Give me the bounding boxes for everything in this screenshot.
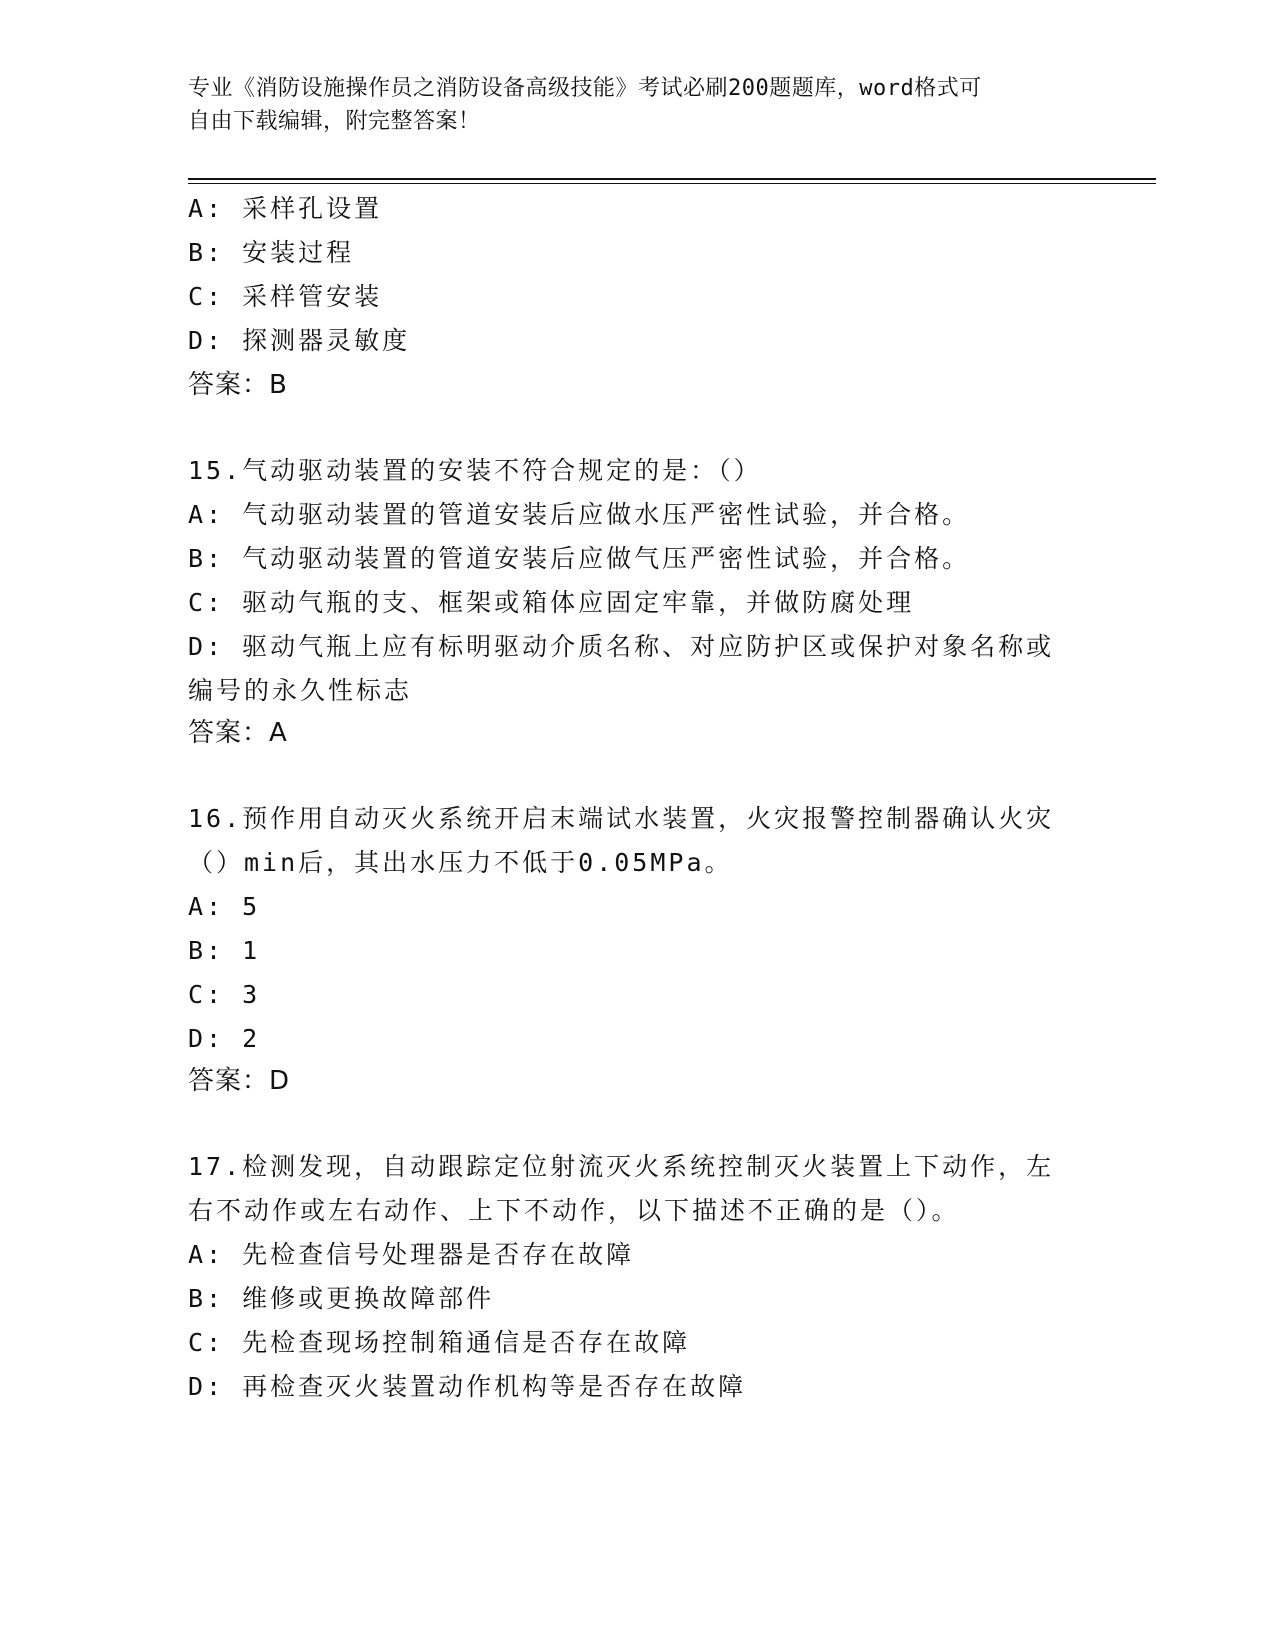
q17-stem-line-2: 右不动作或左右动作、上下不动作，以下描述不正确的是（）。: [188, 1196, 960, 1225]
q16-answer: 答案：D: [188, 1066, 291, 1096]
q14-option-c: C: 采样管安装: [188, 282, 383, 311]
q17-option-c: C: 先检查现场控制箱通信是否存在故障: [188, 1328, 691, 1357]
q17-option-d: D: 再检查灭火装置动作机构等是否存在故障: [188, 1372, 747, 1401]
header-divider-thin: [188, 183, 1156, 184]
q15-option-d: D: 驱动气瓶上应有标明驱动介质名称、对应防护区或保护对象名称或: [188, 632, 1055, 661]
header-line-2: 自由下载编辑，附完整答案！: [188, 109, 481, 134]
q16-stem-line-1: 16.预作用自动灭火系统开启末端试水装置，火灾报警控制器确认火灾: [188, 804, 1055, 833]
q14-option-d: D: 探测器灵敏度: [188, 326, 411, 355]
q15-option-b: B: 气动驱动装置的管道安装后应做气压严密性试验，并合格。: [188, 544, 971, 573]
q16-stem-line-2: （）min后，其出水压力不低于0.05MPa。: [188, 848, 733, 877]
q16-option-a: A: 5: [188, 892, 261, 921]
header-line-1: 专业《消防设施操作员之消防设备高级技能》考试必刷200题题库，word格式可: [188, 76, 982, 101]
q16-option-c: C: 3: [188, 980, 261, 1009]
q16-option-b: B: 1: [188, 936, 261, 965]
q15-option-d-continued: 编号的永久性标志: [188, 676, 413, 705]
q17-stem-line-1: 17.检测发现，自动跟踪定位射流灭火系统控制灭火装置上下动作，左: [188, 1152, 1055, 1181]
document-header: [188, 72, 1068, 138]
q16-option-d: D: 2: [188, 1024, 261, 1053]
q14-option-b: B: 安装过程: [188, 238, 355, 267]
q17-option-a: A: 先检查信号处理器是否存在故障: [188, 1240, 635, 1269]
q14-option-a: A: 采样孔设置: [188, 194, 383, 223]
q15-stem: 15.气动驱动装置的安装不符合规定的是：（）: [188, 456, 762, 485]
q17-option-b: B: 维修或更换故障部件: [188, 1284, 495, 1313]
q15-answer: 答案：A: [188, 718, 288, 748]
q15-option-a: A: 气动驱动装置的管道安装后应做水压严密性试验，并合格。: [188, 500, 971, 529]
q15-option-c: C: 驱动气瓶的支、框架或箱体应固定牢靠，并做防腐处理: [188, 588, 915, 617]
header-divider-thick: [188, 178, 1156, 180]
q14-answer: 答案：B: [188, 370, 288, 400]
